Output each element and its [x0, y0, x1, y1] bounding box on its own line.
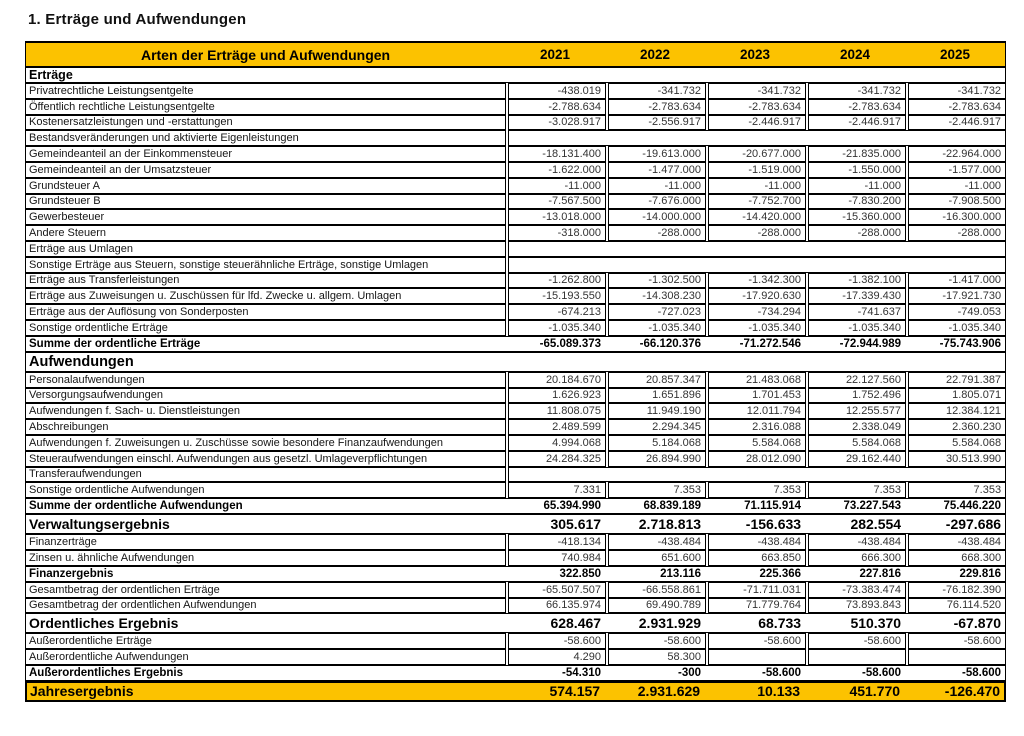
row-label: Versorgungsaufwendungen	[25, 388, 506, 404]
cell-value: 663.850	[708, 550, 806, 566]
table-row	[25, 320, 1006, 336]
cell-value: -300	[678, 666, 702, 679]
cell-value: -1.035.340	[808, 320, 906, 336]
table-row	[25, 194, 1006, 210]
row-span-cell	[25, 665, 1006, 681]
cell-value: -22.964.000	[908, 146, 1006, 162]
row-label: Aufwendungen f. Sach- u. Dienstleistungen	[25, 403, 506, 419]
cell-value: -438.484	[608, 534, 706, 550]
row-span-cell	[25, 514, 1006, 534]
cell-value: 1.805.071	[908, 388, 1006, 404]
cell-value: -54.310	[562, 666, 602, 679]
income-expense-table	[23, 41, 1008, 702]
cell-value: 229.816	[959, 567, 1002, 580]
row-content	[25, 566, 1006, 582]
row-span-cell	[25, 352, 1006, 372]
row-label: Abschreibungen	[25, 419, 506, 435]
cell-value: -749.053	[908, 304, 1006, 320]
cell-value: -1.550.000	[808, 162, 906, 178]
cell-value: 227.816	[859, 567, 902, 580]
cell-value: -11.000	[508, 178, 606, 194]
row-span-cell	[25, 498, 1006, 514]
cell-value: -1.577.000	[908, 162, 1006, 178]
cell-value: 2.338.049	[808, 419, 906, 435]
empty-values-cell	[508, 130, 1006, 146]
table-row	[25, 257, 1006, 273]
table-body	[25, 41, 1006, 702]
row-label: Bestandsveränderungen und aktivierte Eigenleistungen	[25, 130, 506, 146]
table-row	[25, 550, 1006, 566]
cell-value: -58.600	[762, 666, 802, 679]
cell-value: -13.018.000	[508, 209, 606, 225]
cell-value: -15.193.550	[508, 288, 606, 304]
row-label: Außerordentliches Ergebnis	[29, 666, 184, 679]
table-row	[25, 99, 1006, 115]
table-row	[25, 162, 1006, 178]
header-year: 2024	[840, 47, 871, 62]
header-year: 2022	[640, 47, 671, 62]
row-label: Gesamtbetrag der ordentlichen Aufwendungen	[25, 598, 506, 614]
cell-value: -341.732	[608, 83, 706, 99]
cell-value: 2.931.629	[637, 683, 701, 700]
cell-value: 451.770	[849, 683, 901, 700]
table-row	[25, 681, 1006, 702]
cell-value: -438.484	[708, 534, 806, 550]
cell-value: -14.420.000	[708, 209, 806, 225]
cell-value: -71.711.031	[708, 582, 806, 598]
cell-value: 26.894.990	[608, 451, 706, 467]
table-row	[25, 613, 1006, 633]
cell-value: -58.600	[862, 666, 902, 679]
row-label: Erträge aus Transferleistungen	[25, 273, 506, 289]
row-label: Summe der ordentliche Aufwendungen	[29, 500, 243, 513]
cell-value: -2.446.917	[808, 115, 906, 131]
cell-value: 28.012.090	[708, 451, 806, 467]
row-label: Jahresergebnis	[30, 683, 134, 700]
table-row	[25, 482, 1006, 498]
table-row	[25, 582, 1006, 598]
cell-value: -76.182.390	[908, 582, 1006, 598]
cell-value: 22.791.387	[908, 372, 1006, 388]
cell-value: -67.870	[953, 615, 1002, 632]
table-row	[25, 435, 1006, 451]
row-label: Zinsen u. ähnliche Aufwendungen	[25, 550, 506, 566]
page-title: 1. Erträge und Aufwendungen	[28, 11, 247, 28]
row-content	[25, 336, 1006, 352]
row-label: Privatrechtliche Leistungsentgelte	[25, 83, 506, 99]
cell-value: 65.394.990	[543, 500, 602, 513]
row-label: Grundsteuer B	[25, 194, 506, 210]
table-row	[25, 451, 1006, 467]
cell-value: -2.783.634	[808, 99, 906, 115]
cell-value: -72.944.989	[839, 337, 902, 350]
cell-value: 2.489.599	[508, 419, 606, 435]
cell-value: -73.383.474	[808, 582, 906, 598]
cell-value: -65.507.507	[508, 582, 606, 598]
row-content	[25, 352, 1006, 372]
cell-value: 651.600	[608, 550, 706, 566]
cell-value: -7.830.200	[808, 194, 906, 210]
row-label: Gewerbesteuer	[25, 209, 506, 225]
cell-value: -156.633	[745, 516, 802, 533]
cell-value: -1.622.000	[508, 162, 606, 178]
cell-value: 12.255.577	[808, 403, 906, 419]
cell-value: -20.677.000	[708, 146, 806, 162]
cell-value: -341.732	[708, 83, 806, 99]
table-row	[25, 241, 1006, 257]
cell-value: 12.011.794	[708, 403, 806, 419]
cell-value: 7.353	[708, 482, 806, 498]
cell-value: 4.290	[508, 649, 606, 665]
cell-value: -7.752.700	[708, 194, 806, 210]
cell-value: -17.921.730	[908, 288, 1006, 304]
cell-value: -1.382.100	[808, 273, 906, 289]
cell-value: 2.360.230	[908, 419, 1006, 435]
cell-value: -11.000	[808, 178, 906, 194]
cell-value: -1.035.340	[708, 320, 806, 336]
cell-value: 58.300	[608, 649, 706, 665]
table-header-row	[25, 41, 1006, 67]
row-label: Erträge	[29, 68, 73, 82]
row-content	[25, 613, 1006, 633]
cell-value: 7.353	[608, 482, 706, 498]
cell-value: 668.300	[908, 550, 1006, 566]
cell-value: -341.732	[808, 83, 906, 99]
cell-value: -297.686	[945, 516, 1002, 533]
cell-value: -674.213	[508, 304, 606, 320]
cell-value: -19.613.000	[608, 146, 706, 162]
cell-value: 4.994.068	[508, 435, 606, 451]
cell-value: -2.783.634	[908, 99, 1006, 115]
cell-value: -17.339.430	[808, 288, 906, 304]
cell-value: -2.783.634	[708, 99, 806, 115]
table-row	[25, 304, 1006, 320]
cell-value: 1.626.923	[508, 388, 606, 404]
table-row	[25, 388, 1006, 404]
cell-value: -438.484	[808, 534, 906, 550]
cell-value: 225.366	[759, 567, 802, 580]
cell-value: 10.133	[757, 683, 801, 700]
cell-value: 5.584.068	[808, 435, 906, 451]
cell-value: 510.370	[850, 615, 902, 632]
header-label: Arten der Erträge und Aufwendungen	[140, 46, 391, 63]
row-label: Finanzergebnis	[29, 567, 114, 580]
cell-value: 1.752.496	[808, 388, 906, 404]
cell-value: 76.114.520	[908, 598, 1006, 614]
row-span-cell	[25, 681, 1006, 702]
row-label: Aufwendungen	[29, 353, 134, 370]
row-label: Andere Steuern	[25, 225, 506, 241]
cell-value: -1.302.500	[608, 273, 706, 289]
row-label: Außerordentliche Aufwendungen	[25, 649, 506, 665]
cell-value: -65.089.373	[539, 337, 602, 350]
cell-value: -288.000	[608, 225, 706, 241]
cell-value: 2.294.345	[608, 419, 706, 435]
cell-value: -2.788.634	[508, 99, 606, 115]
cell-value: 12.384.121	[908, 403, 1006, 419]
table-row	[25, 209, 1006, 225]
cell-value: -71.272.546	[739, 337, 802, 350]
cell-value: 282.554	[850, 516, 902, 533]
row-label: Summe der ordentliche Erträge	[29, 337, 201, 350]
cell-value: -341.732	[908, 83, 1006, 99]
cell-value: 5.184.068	[608, 435, 706, 451]
cell-value: 1.701.453	[708, 388, 806, 404]
table-row	[25, 598, 1006, 614]
cell-value: 30.513.990	[908, 451, 1006, 467]
cell-value: -1.035.340	[508, 320, 606, 336]
cell-value: 7.353	[908, 482, 1006, 498]
table-row	[25, 67, 1006, 83]
cell-value: -318.000	[508, 225, 606, 241]
table-row	[25, 225, 1006, 241]
row-label: Außerordentliche Erträge	[25, 633, 506, 649]
cell-value: 1.651.896	[608, 388, 706, 404]
cell-value: -58.600	[608, 633, 706, 649]
cell-value: -7.908.500	[908, 194, 1006, 210]
cell-value: -288.000	[908, 225, 1006, 241]
row-content	[25, 681, 1006, 702]
cell-value: -418.134	[508, 534, 606, 550]
cell-value: 628.467	[550, 615, 602, 632]
cell-value: -58.600	[962, 666, 1002, 679]
cell-value: -17.920.630	[708, 288, 806, 304]
row-label: Personalaufwendungen	[25, 372, 506, 388]
cell-value: -18.131.400	[508, 146, 606, 162]
row-label: Grundsteuer A	[25, 178, 506, 194]
table-row	[25, 403, 1006, 419]
cell-value: -7.567.500	[508, 194, 606, 210]
table-row	[25, 288, 1006, 304]
row-content	[25, 665, 1006, 681]
cell-value: -288.000	[808, 225, 906, 241]
cell-value: 666.300	[808, 550, 906, 566]
table-row	[25, 336, 1006, 352]
cell-value: -16.300.000	[908, 209, 1006, 225]
cell-value: 68.733	[758, 615, 802, 632]
cell-value: -3.028.917	[508, 115, 606, 131]
row-label: Ordentliches Ergebnis	[29, 615, 179, 632]
cell-value: 75.446.220	[943, 500, 1002, 513]
cell-value: 66.135.974	[508, 598, 606, 614]
cell-value: -1.342.300	[708, 273, 806, 289]
cell-value: -126.470	[944, 683, 1001, 700]
row-label: Sonstige ordentliche Erträge	[25, 320, 506, 336]
cell-value: -66.558.861	[608, 582, 706, 598]
cell-value: 29.162.440	[808, 451, 906, 467]
row-label: Erträge aus Zuweisungen u. Zuschüssen für lfd. Zwecke u. allgem. Umlagen	[25, 288, 506, 304]
table-row	[25, 146, 1006, 162]
cell-value: 73.893.843	[808, 598, 906, 614]
row-content	[25, 498, 1006, 514]
row-label: Transferaufwendungen	[25, 467, 506, 483]
row-label: Gesamtbetrag der ordentlichen Erträge	[25, 582, 506, 598]
cell-value: -1.519.000	[708, 162, 806, 178]
cell-value: 22.127.560	[808, 372, 906, 388]
row-label: Finanzerträge	[25, 534, 506, 550]
table-row	[25, 633, 1006, 649]
row-label: Sonstige Erträge aus Steuern, sonstige steuerähnliche Erträge, sonstige Umlagen	[25, 257, 506, 273]
cell-value: -2.446.917	[708, 115, 806, 131]
cell-value: -14.000.000	[608, 209, 706, 225]
cell-value: 71.115.914	[744, 500, 802, 513]
header-year: 2021	[540, 47, 571, 62]
cell-value: -1.035.340	[608, 320, 706, 336]
header-year: 2025	[940, 47, 971, 62]
cell-value: -1.262.800	[508, 273, 606, 289]
table-row	[25, 649, 1006, 665]
table-row	[25, 534, 1006, 550]
cell-value: 305.617	[550, 516, 602, 533]
table-row	[25, 419, 1006, 435]
cell-value: 20.857.347	[608, 372, 706, 388]
row-label: Verwaltungsergebnis	[29, 516, 170, 533]
cell-value: 68.839.189	[643, 500, 702, 513]
cell-value: 71.779.764	[708, 598, 806, 614]
cell-value: 21.483.068	[708, 372, 806, 388]
cell-value: -11.000	[708, 178, 806, 194]
table-row	[25, 665, 1006, 681]
table-row	[25, 352, 1006, 372]
cell-value: 7.331	[508, 482, 606, 498]
row-label: Gemeindeanteil an der Umsatzsteuer	[25, 162, 506, 178]
cell-value: -21.835.000	[808, 146, 906, 162]
cell-value: 24.284.325	[508, 451, 606, 467]
cell-value	[708, 649, 806, 665]
table-row	[25, 83, 1006, 99]
table-row	[25, 273, 1006, 289]
cell-value: -734.294	[708, 304, 806, 320]
cell-value: -1.477.000	[608, 162, 706, 178]
cell-value: 322.850	[559, 567, 602, 580]
cell-value: 2.718.813	[638, 516, 702, 533]
row-span-cell	[25, 336, 1006, 352]
row-label: Steueraufwendungen einschl. Aufwendungen aus gesetzl. Umlageverpflichtungen	[25, 451, 506, 467]
row-content	[25, 514, 1006, 534]
cell-value: -58.600	[808, 633, 906, 649]
cell-value: -1.417.000	[908, 273, 1006, 289]
cell-value: -11.000	[608, 178, 706, 194]
cell-value: -15.360.000	[808, 209, 906, 225]
cell-value	[808, 649, 906, 665]
cell-value: 20.184.670	[508, 372, 606, 388]
cell-value: -7.676.000	[608, 194, 706, 210]
cell-value: 73.227.543	[843, 500, 902, 513]
cell-value: 11.949.190	[608, 403, 706, 419]
header-year: 2023	[740, 47, 771, 62]
cell-value: -66.120.376	[639, 337, 702, 350]
empty-values-cell	[508, 241, 1006, 257]
cell-value: 2.316.088	[708, 419, 806, 435]
row-label: Öffentlich rechtliche Leistungsentgelte	[25, 99, 506, 115]
row-label: Kostenersatzleistungen und -erstattungen	[25, 115, 506, 131]
cell-value: 740.984	[508, 550, 606, 566]
table-row	[25, 178, 1006, 194]
cell-value: -14.308.230	[608, 288, 706, 304]
table-header	[26, 42, 1005, 66]
table-row	[25, 498, 1006, 514]
cell-value: -1.035.340	[908, 320, 1006, 336]
row-span-cell	[25, 566, 1006, 582]
cell-value: -11.000	[908, 178, 1006, 194]
cell-value	[908, 649, 1006, 665]
cell-value: 213.116	[660, 567, 702, 580]
row-span-cell	[25, 67, 1006, 83]
table-row	[25, 467, 1006, 483]
row-label: Erträge aus Umlagen	[25, 241, 506, 257]
cell-value: -741.637	[808, 304, 906, 320]
cell-value: -58.600	[508, 633, 606, 649]
cell-value: -75.743.906	[939, 337, 1002, 350]
row-label: Gemeindeanteil an der Einkommensteuer	[25, 146, 506, 162]
cell-value: -288.000	[708, 225, 806, 241]
empty-values-cell	[508, 257, 1006, 273]
empty-values-cell	[508, 467, 1006, 483]
cell-value: -727.023	[608, 304, 706, 320]
row-label: Aufwendungen f. Zuweisungen u. Zuschüsse sowie besondere Finanzaufwendungen	[25, 435, 506, 451]
cell-value: -438.019	[508, 83, 606, 99]
cell-value: 7.353	[808, 482, 906, 498]
cell-value: 2.931.929	[638, 615, 702, 632]
cell-value: -2.446.917	[908, 115, 1006, 131]
cell-value: 574.157	[549, 683, 601, 700]
table-row	[25, 566, 1006, 582]
row-span-cell	[25, 613, 1006, 633]
row-label: Erträge aus der Auflösung von Sonderposten	[25, 304, 506, 320]
cell-value: -2.556.917	[608, 115, 706, 131]
cell-value: 5.584.068	[908, 435, 1006, 451]
table-row	[25, 372, 1006, 388]
cell-value: -2.783.634	[608, 99, 706, 115]
table-row	[25, 130, 1006, 146]
cell-value: -58.600	[708, 633, 806, 649]
table-row	[25, 115, 1006, 131]
cell-value: -438.484	[908, 534, 1006, 550]
row-content	[25, 67, 1006, 83]
row-label: Sonstige ordentliche Aufwendungen	[25, 482, 506, 498]
cell-value: 69.490.789	[608, 598, 706, 614]
cell-value: 11.808.075	[508, 403, 606, 419]
cell-value: -58.600	[908, 633, 1006, 649]
cell-value: 5.584.068	[708, 435, 806, 451]
table-row	[25, 514, 1006, 534]
